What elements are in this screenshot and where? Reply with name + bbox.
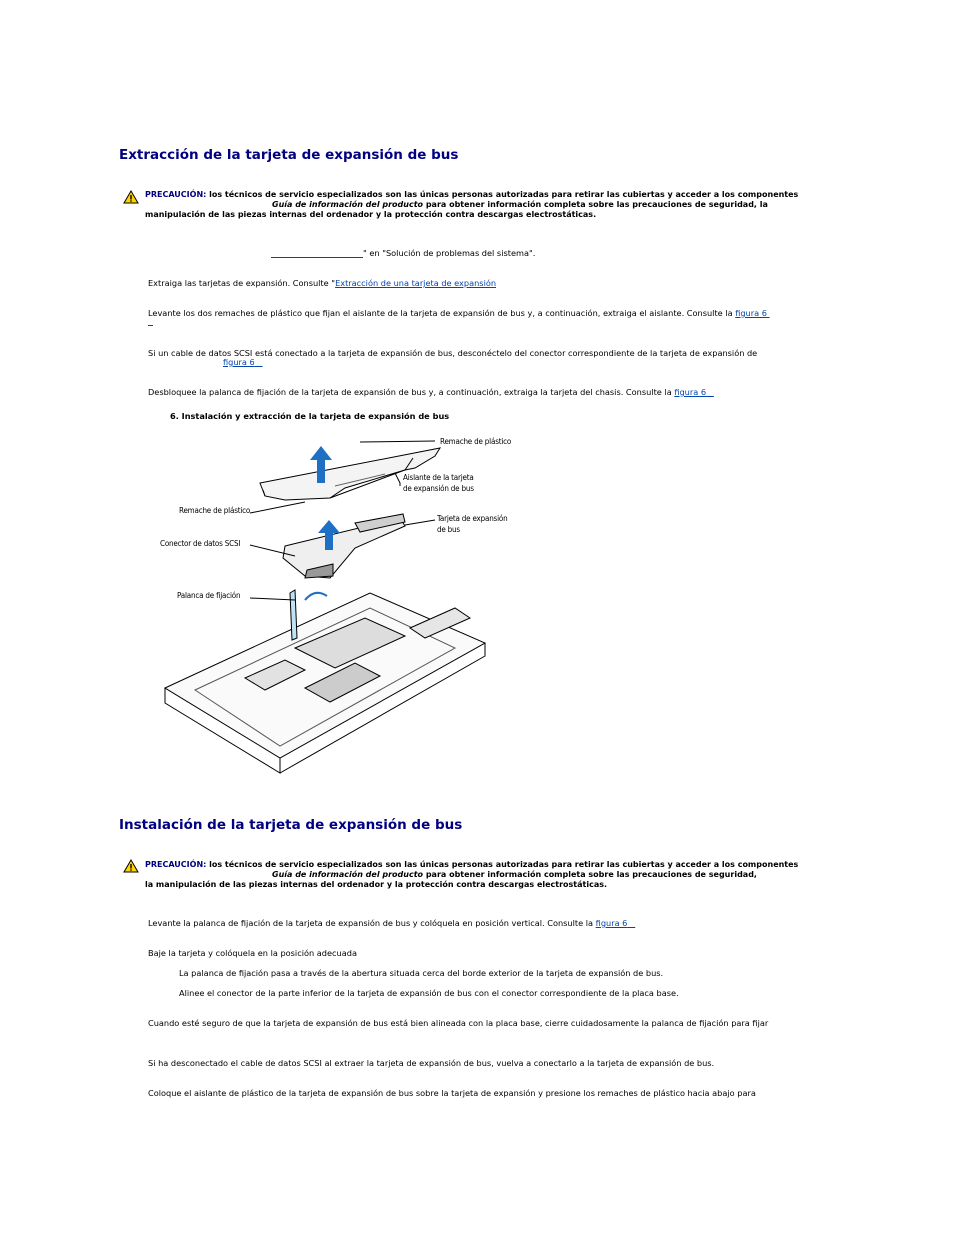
- install-step-1: [148, 918, 635, 928]
- caution-note-2: [145, 860, 845, 890]
- figure-caption: 6. Instalación y extracción de la tarjeta de expansión de bus: [170, 411, 450, 421]
- callout-lever: Palanca de fijación: [177, 591, 241, 600]
- install-step-1-link[interactable]: figura 6: [595, 918, 628, 928]
- step-4-link[interactable]: figura 6: [674, 387, 707, 397]
- warning-icon: [123, 859, 139, 873]
- section-title-removal: Extracción de la tarjeta de expansión de bus: [119, 147, 459, 163]
- step-0-text: " en "Solución de problemas del sistema".: [363, 248, 536, 258]
- step-0-link[interactable]: [271, 248, 363, 258]
- step-2: [148, 308, 770, 318]
- warning-icon: [123, 190, 139, 204]
- step-2-link-underline: [148, 325, 153, 326]
- caution-line-3: manipulación de las piezas internas del ordenador y la protección contra descargas electrostáticas.: [145, 210, 597, 219]
- step-1-link[interactable]: Extracción de una tarjeta de expansión: [335, 278, 497, 288]
- caution-line-1: los técnicos de servicio especializados son las únicas personas autorizadas para retirar las cubiertas y acceder a los componentes: [209, 190, 799, 199]
- step-2-link[interactable]: figura 6: [735, 308, 767, 318]
- step-3-link[interactable]: figura 6: [223, 357, 255, 367]
- install-step-2: Baje la tarjeta y colóquela en la posición adecuada: [148, 948, 357, 958]
- step-2-text: Levante los dos remaches de plástico que fijan el aislante de la tarjeta de expansión de bus y, a continuación, extraiga el aislante. Consulte la: [148, 308, 733, 318]
- step-3-text: Si un cable de datos SCSI está conectado a la tarjeta de expansión de bus, desconéctelo del conector correspondiente de la tarjeta de expansión de: [148, 348, 758, 358]
- callout-insulator-2: de expansión de bus: [403, 484, 474, 493]
- callout-insulator-1: Aislante de la tarjeta: [403, 473, 474, 482]
- install-step-4: Si ha desconectado el cable de datos SCSI al extraer la tarjeta de expansión de bus, vuelva a conectarlo a la tarjeta de expansión de bus.: [148, 1058, 715, 1068]
- install-step-3: Cuando esté seguro de que la tarjeta de expansión de bus está bien alineada con la placa base, cierre cuidadosamente la palanca de fijación para fijar: [148, 1018, 769, 1028]
- caution-label: PRECAUCIÓN:: [145, 860, 207, 869]
- install-step-5: Coloque el aislante de plástico de la tarjeta de expansión de bus sobre la tarjeta de expansión y presione los remaches de plástico hacia abajo para: [148, 1088, 756, 1098]
- callout-card-1: Tarjeta de expansión: [437, 514, 508, 523]
- caution-line-1: los técnicos de servicio especializados son las únicas personas autorizadas para retirar las cubiertas y acceder a los componentes: [209, 860, 799, 869]
- step-3-link-line: [223, 357, 263, 367]
- section-title-installation: Instalación de la tarjeta de expansión de bus: [119, 817, 463, 833]
- step-1: [148, 278, 496, 288]
- step-0: [271, 248, 535, 258]
- callout-scsi: Conector de datos SCSI: [160, 539, 241, 548]
- caution-line-2: para obtener información completa sobre las precauciones de seguridad, la: [425, 200, 768, 209]
- step-4-text: Desbloquee la palanca de fijación de la tarjeta de expansión de bus y, a continuación, extraiga la tarjeta del chasis. Consulte la: [148, 387, 672, 397]
- caution-line-3: la manipulación de las piezas internas del ordenador y la protección contra descargas electrostáticas.: [145, 880, 608, 889]
- install-step-2-sub-1: La palanca de fijación pasa a través de la abertura situada cerca del borde exterior de la tarjeta de expansión de bus.: [179, 968, 664, 978]
- callout-rivet-left: Remache de plástico: [179, 506, 251, 515]
- callout-card-2: de bus: [437, 525, 460, 534]
- callout-rivet-top: Remache de plástico: [440, 437, 512, 446]
- caution-note-1: [145, 190, 845, 220]
- caution-guide-title: Guía de información del producto: [272, 200, 424, 209]
- step-1-text: Extraiga las tarjetas de expansión. Consulte ": [148, 278, 336, 288]
- install-step-1-text: Levante la palanca de fijación de la tarjeta de expansión de bus y colóquela en posición vertical. Consulte la: [148, 918, 594, 928]
- install-step-2-sub-2: Alinee el conector de la parte inferior de la tarjeta de expansión de bus con el conector correspondiente de la placa base.: [179, 988, 679, 998]
- step-4: [148, 387, 714, 397]
- caution-guide-title: Guía de información del producto: [272, 870, 424, 879]
- caution-label: PRECAUCIÓN:: [145, 190, 207, 199]
- caution-line-2: para obtener información completa sobre las precauciones de seguridad,: [425, 870, 757, 879]
